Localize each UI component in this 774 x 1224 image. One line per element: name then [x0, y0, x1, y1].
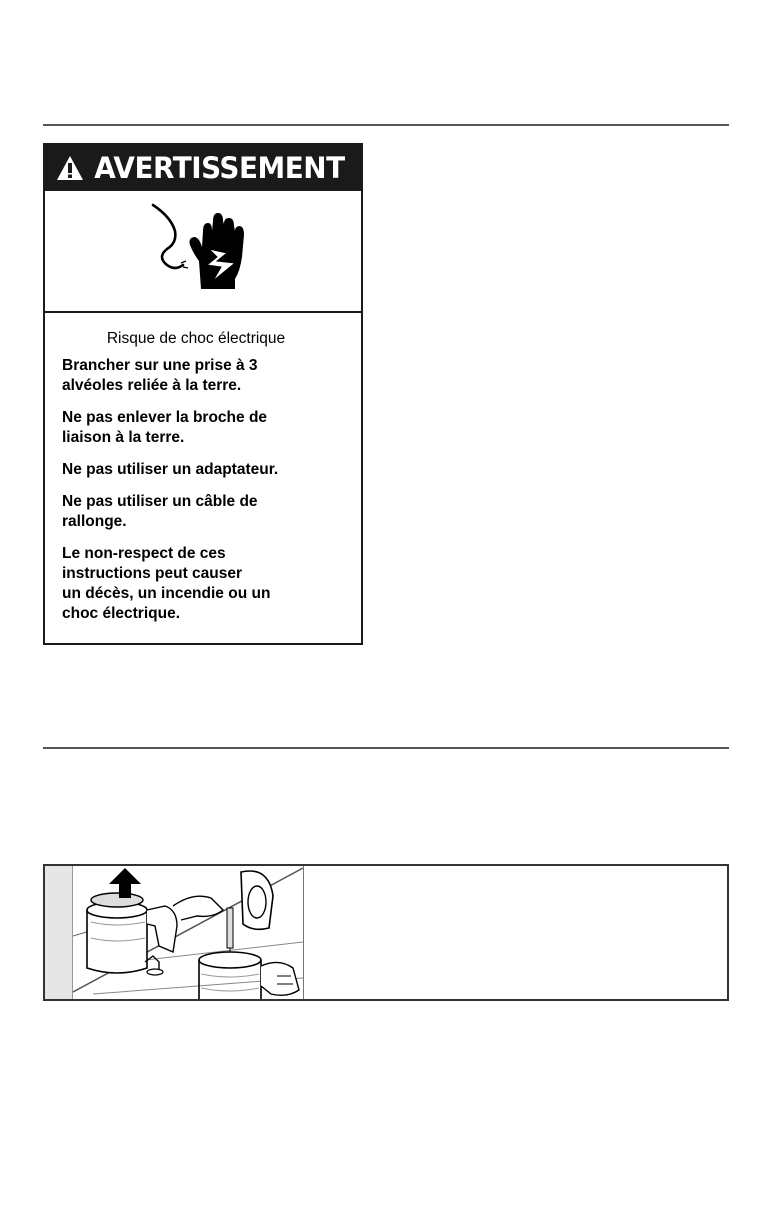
warning-box [43, 143, 363, 645]
hazard-divider [45, 311, 361, 313]
instruction-grounded-outlet: Brancher sur une prise à 3 alvéoles reliée à la terre. [62, 357, 258, 394]
hazard-symbol-area [45, 191, 361, 311]
instruction-ground-prong: Ne pas enlever la broche de liaison à la terre. [62, 409, 268, 446]
step-number-column [45, 866, 73, 999]
warning-header [45, 145, 361, 191]
warning-title: AVERTISSEMENT [94, 150, 345, 185]
instruction-no-adapter: Ne pas utiliser un adaptateur. [62, 461, 279, 478]
exclamation-triangle-icon [56, 155, 84, 181]
hazard-name: Risque de choc électrique [106, 330, 286, 347]
instruction-no-extension-cord: Ne pas utiliser un câble de rallonge. [62, 493, 258, 530]
instruction-consequences: Le non-respect de ces instructions peut causer un décès, un incendie ou un choc électrique. [62, 545, 271, 622]
electric-shock-hand-icon [45, 191, 361, 311]
section-divider-middle [43, 747, 729, 749]
step-panel [43, 864, 729, 1001]
water-pitcher-removal-illustration [73, 866, 304, 999]
warning-text [62, 330, 352, 636]
section-divider-top [43, 124, 729, 126]
